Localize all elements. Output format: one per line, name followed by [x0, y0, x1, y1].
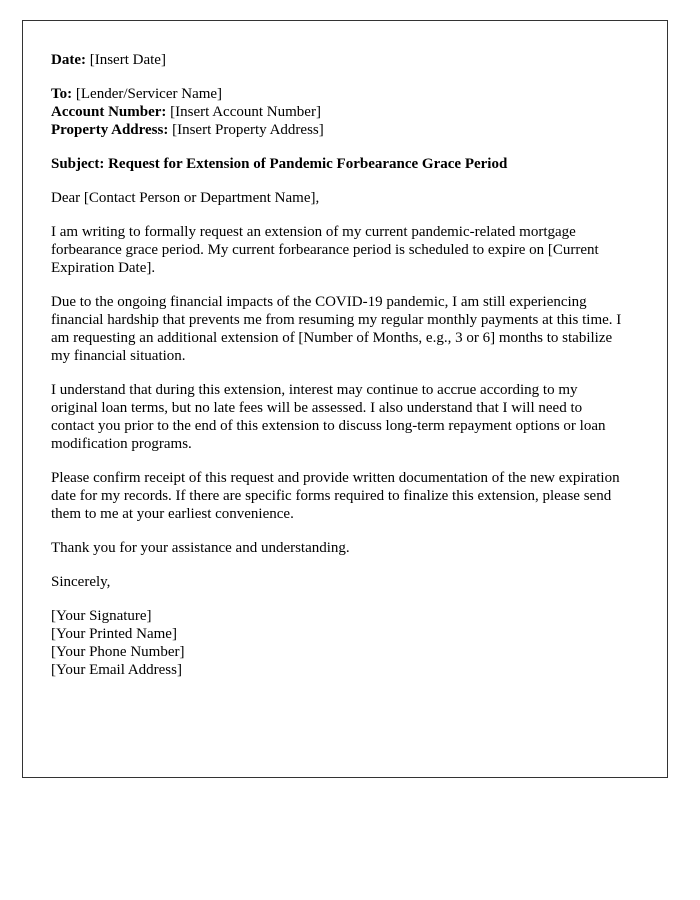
- body-paragraph-2: Due to the ongoing financial impacts of the COVID-19 pandemic, I am still experiencing financial hardship that prevents me from resuming my regular monthly payments at this time. I am requesting an additional extension of [Number of Months, e.g., 3 or 6] months to stabilize my financial situation.: [51, 294, 622, 364]
- letter-document: [22, 20, 668, 778]
- account-number-value: [Insert Account Number]: [170, 104, 321, 120]
- account-number-label: Account Number:: [51, 104, 167, 120]
- recipient-to-line: [51, 85, 625, 103]
- to-label: To:: [51, 86, 73, 102]
- signature-line: [Your Signature]: [51, 608, 152, 624]
- body-paragraph-4: Please confirm receipt of this request and provide written documentation of the new expiration date for my records. If there are specific forms required to finalize this extension, please send them to me at your earliest convenience.: [51, 470, 620, 522]
- account-number-line: [51, 103, 625, 121]
- property-address-value: [Insert Property Address]: [172, 122, 324, 138]
- body-paragraph-3: I understand that during this extension, interest may continue to accrue according to my original loan terms, but no late fees will be assessed. I also understand that I will need to contact you prior to the end of this extension to discuss long-term repayment options or loan modification programs.: [51, 382, 606, 452]
- printed-name-line: [Your Printed Name]: [51, 626, 177, 642]
- closing-line: Sincerely,: [51, 574, 111, 590]
- email-address-line: [Your Email Address]: [51, 662, 182, 678]
- property-address-line: [51, 121, 625, 139]
- body-paragraph-1: I am writing to formally request an extension of my current pandemic-related mortgage forbearance grace period. My current forbearance period is scheduled to expire on [Current Expiration Date].: [51, 224, 599, 276]
- to-value: [Lender/Servicer Name]: [75, 86, 223, 102]
- recipient-block: [51, 85, 625, 139]
- signature-block: [51, 607, 625, 679]
- subject-line: Subject: Request for Extension of Pandemic Forbearance Grace Period: [51, 156, 508, 172]
- date-line: [51, 51, 625, 69]
- phone-number-line: [Your Phone Number]: [51, 644, 185, 660]
- date-label: Date:: [51, 52, 86, 68]
- thanks-line: Thank you for your assistance and understanding.: [51, 540, 350, 556]
- property-address-label: Property Address:: [51, 122, 169, 138]
- date-value: [Insert Date]: [89, 52, 166, 68]
- salutation: Dear [Contact Person or Department Name],: [51, 190, 320, 206]
